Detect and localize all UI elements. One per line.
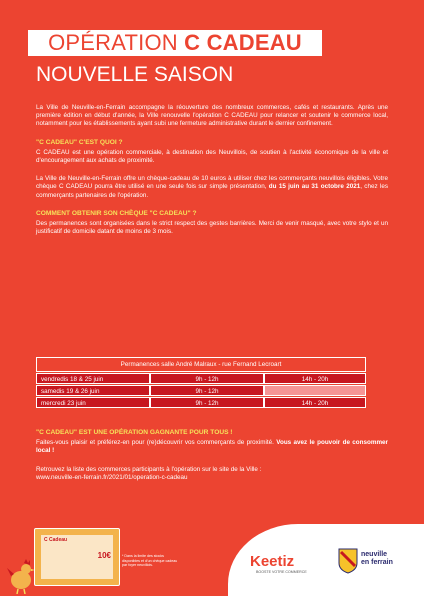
permanences-table [36,357,366,408]
page-subtitle: NOUVELLE SAISON [36,63,234,86]
title-main: C CADEAU [184,30,302,55]
cheque-label: C Cadeau [44,537,68,543]
what-paragraph-1: C CADEAU est une opération commerciale, à destination des Neuvillois, de soutien à l'activité économique de la ville et d'encouragement aux achats de proximité. [36,148,388,165]
table-row [36,385,366,396]
cheque-amount: 10€ [97,551,111,560]
what-paragraph-2 [36,175,388,200]
winning-paragraph [36,439,388,455]
footer [0,524,424,596]
winning-text: Faites-vous plaisir et préférez-en pour (re)découvrir vos commerçants de proximité. [36,439,277,447]
cheque-illustration [34,528,120,586]
how-paragraph: Des permanences sont organisées dans le strict respect des gestes barrières. Merci de venir masqué, avec votre stylo et un justificatif de domicile datant de moins de 3 mois. [36,220,388,236]
town-name-line2: en ferrain [361,559,393,566]
page-title [28,30,322,56]
row-morning: 9h - 12h [150,373,264,384]
keetiz-name: Keetiz [250,553,295,570]
secondary-content [36,429,388,492]
main-content [36,104,388,246]
town-name-line1: neuville [361,551,388,558]
section-heading-how: COMMENT OBTENIR SON CHÈQUE "C CADEAU" ? [36,209,197,217]
row-afternoon: 14h - 20h [264,397,366,408]
list-text: Retrouvez la liste des commerces participants à l'opération sur le site de la Ville : [36,465,262,473]
town-shield-icon [338,548,358,574]
what-p2-start: La Ville de Neuville-en-Ferrain offre un chèque-cadeau de 10 euros à utiliser chez les commerçants neuvillois éligibles. Votre chèque C CADEAU pourra être utilisé en une seule fois sur simple présentation, [36,175,388,191]
section-heading-what: "C CADEAU" C'EST QUOI ? [36,138,123,146]
table-row [36,373,366,384]
what-p2-dates: du 15 juin au 31 octobre 2021 [268,183,361,191]
row-afternoon [264,385,366,396]
row-day: vendredis 18 & 25 juin [36,373,150,384]
table-row [36,397,366,408]
title-prefix: OPÉRATION [48,30,178,55]
what-p2-end: , chez les commerçants partenaires de l'opération. [36,183,388,199]
keetiz-logo [250,554,307,575]
winning-emphasis: Vous avez le pouvoir de consommer local ! [36,439,388,455]
row-day: mercredi 23 juin [36,397,150,408]
cheque-note: * Dans la limite des stocks disponibles et d'un chèque cadeau par foyer neuvillois. [122,554,178,568]
list-paragraph [36,466,388,482]
section-heading-winning: "C CADEAU" EST UNE OPÉRATION GAGNANTE POUR TOUS ! [36,429,233,436]
row-morning: 9h - 12h [150,385,264,396]
rooster-icon [6,558,36,594]
intro-paragraph: La Ville de Neuville-en-Ferrain accompagne la réouverture des nombreux commerces, cafés et restaurants. Après une première édition en début d'année, la Ville renouvelle l'opération C CADEAU pour relancer et soutenir le commerce local, notamment pour les établissements ayant subi une fermeture administrative durant le dernier confinement. [36,104,388,128]
row-afternoon: 14h - 20h [264,373,366,384]
keetiz-tagline: BOOSTE VOTRE COMMERCE [256,570,307,574]
town-logo-text [361,551,421,567]
list-link[interactable]: www.neuville-en-ferrain.fr/2021/01/operation-c-cadeau [36,473,188,481]
permanences-heading: Permanences salle André Malraux - rue Fernand Lecroart [36,357,366,372]
row-day: samedis 19 & 26 juin [36,385,150,396]
row-morning: 9h - 12h [150,397,264,408]
